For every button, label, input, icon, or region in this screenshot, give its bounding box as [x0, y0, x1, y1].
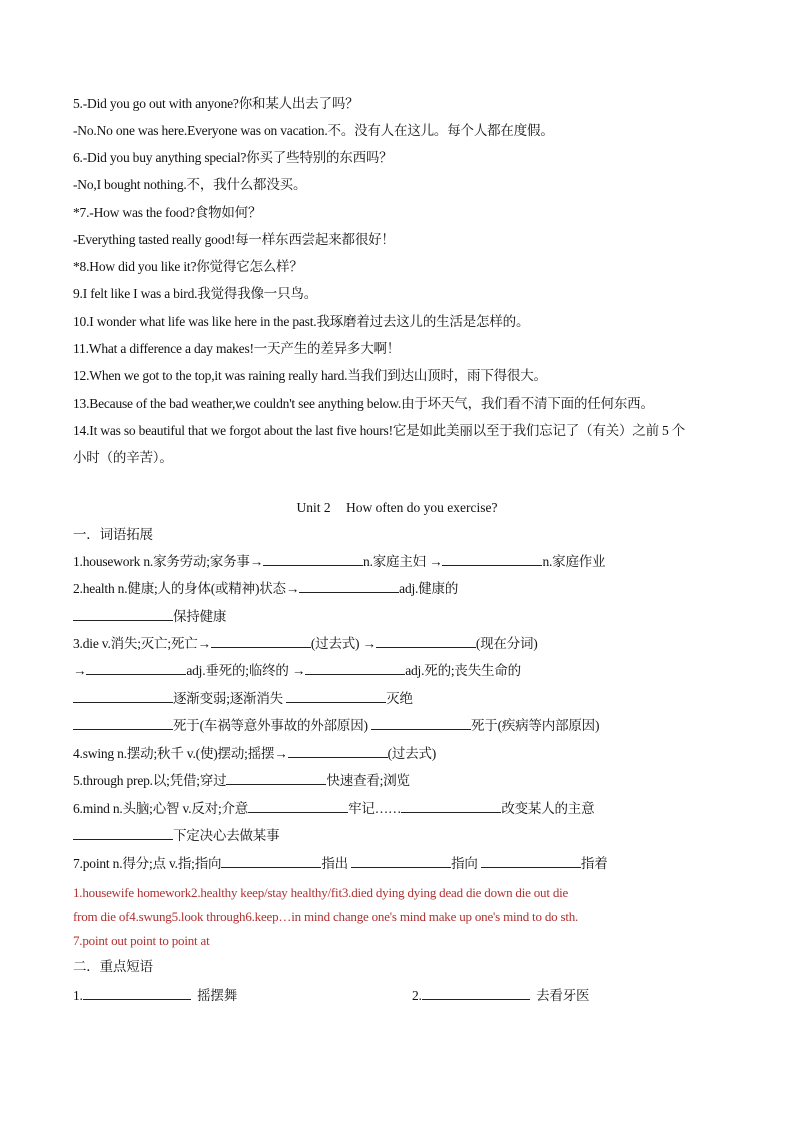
blank[interactable] [401, 800, 501, 813]
item-6-line2: 下定决心去做某事 [73, 827, 279, 845]
blank[interactable] [221, 855, 321, 868]
blank[interactable] [371, 717, 471, 730]
blank[interactable] [86, 662, 186, 675]
blank[interactable] [73, 827, 173, 840]
blank[interactable] [422, 987, 530, 1000]
blank[interactable] [73, 690, 173, 703]
blank[interactable] [73, 608, 173, 621]
sentence-13: 13.Because of the bad weather,we couldn't see anything below.由于坏天气，我们看不清下面的任何东西。 [73, 396, 654, 411]
item-3-line3: 逐渐变弱;逐渐消失 灭绝 [73, 690, 413, 708]
sentence-11: 11.What a difference a day makes!一天产生的差异多大啊！ [73, 341, 401, 356]
sentence-12: 12.When we got to the top,it was raining really hard.当我们到达山顶时，雨下得很大。 [73, 368, 547, 383]
item-2: 2.health n.健康;人的身体(或精神)状态→ adj.健康的 [73, 581, 459, 596]
sentence-10: 10.I wonder what life was like here in the past.我琢磨着过去这儿的生活是怎样的。 [73, 314, 530, 329]
blank[interactable] [376, 635, 476, 648]
unit-heading: How often do you exercise? [346, 500, 498, 515]
item-5: 5.through prep.以;凭借;穿过 快速查看;浏览 [73, 773, 410, 788]
sentence-5-a: -No.No one was here.Everyone was on vacation.不。没有人在这儿。每个人都在度假。 [73, 123, 554, 138]
blank[interactable] [263, 553, 363, 566]
blank[interactable] [481, 855, 581, 868]
item-2-line2: 保持健康 [73, 608, 226, 626]
sentence-7-q: *7.-How was the food?食物如何？ [73, 205, 262, 220]
sentence-14-cont: 小时（的辛苦）。 [73, 450, 173, 465]
item-4: 4.swing n.摆动;秋千 v.(使)摆动;摇摆→ (过去式) [73, 746, 437, 761]
blank[interactable] [83, 987, 191, 1000]
item-1: 1.housework n.家务劳动;家务事→ n.家庭主妇 → n.家庭作业 [73, 554, 606, 569]
item-3: 3.die v.消失;灭亡;死亡→ (过去式) → (现在分词) [73, 636, 538, 651]
blank[interactable] [305, 662, 405, 675]
sentence-7-a: -Everything tasted really good!每一样东西尝起来都很好！ [73, 232, 395, 247]
answer-line-1: 1.housewife homework2.healthy keep/stay healthy/fit3.died dying dying dead die down die out die [73, 885, 569, 900]
sentence-6-q: 6.-Did you buy anything special?你买了些特别的东西吗？ [73, 150, 393, 165]
item-3-line4: 死于(车祸等意外事故的外部原因) 死于(疾病等内部原因) [73, 717, 599, 735]
sentence-8: *8.How did you like it?你觉得它怎么样？ [73, 259, 303, 274]
sentence-9: 9.I felt like I was a bird.我觉得我像一只鸟。 [73, 286, 318, 301]
blank[interactable] [248, 800, 348, 813]
item-7: 7.point n.得分;点 v.指;指向 指出 指向 指着 [73, 856, 608, 871]
sentence-5-q: 5.-Did you go out with anyone?你和某人出去了吗？ [73, 96, 359, 111]
sentence-6-a: -No,I bought nothing.不，我什么都没买。 [73, 177, 307, 192]
blank[interactable] [226, 772, 326, 785]
section2-heading: 二．重点短语 [73, 959, 153, 974]
answer-line-2: from die of4.swung5.look through6.keep…in mind change one's mind make up one's mind to do sth. [73, 909, 579, 924]
sentence-14: 14.It was so beautiful that we forgot about the last five hours!它是如此美丽以至于我们忘记了（有关）之前 5 个 [73, 423, 686, 438]
unit-title [0, 500, 794, 516]
blank[interactable] [211, 635, 311, 648]
blank[interactable] [299, 580, 399, 593]
blank[interactable] [288, 745, 388, 758]
blank[interactable] [286, 690, 386, 703]
blank[interactable] [73, 717, 173, 730]
answer-line-3: 7.point out point to point at [73, 933, 210, 948]
blank[interactable] [442, 553, 542, 566]
unit-label: Unit 2 [296, 500, 331, 515]
item-6: 6.mind n.头脑;心智 v.反对;介意 牢记…… 改变某人的主意 [73, 801, 595, 816]
section1-heading: 一．词语拓展 [73, 527, 153, 542]
item-3-line2: → adj.垂死的;临终的 → adj.死的;丧失生命的 [73, 663, 521, 678]
phrase-1: 1. 摇摆舞 [73, 988, 237, 1003]
blank[interactable] [351, 855, 451, 868]
phrase-2: 2. 去看牙医 [412, 988, 590, 1003]
